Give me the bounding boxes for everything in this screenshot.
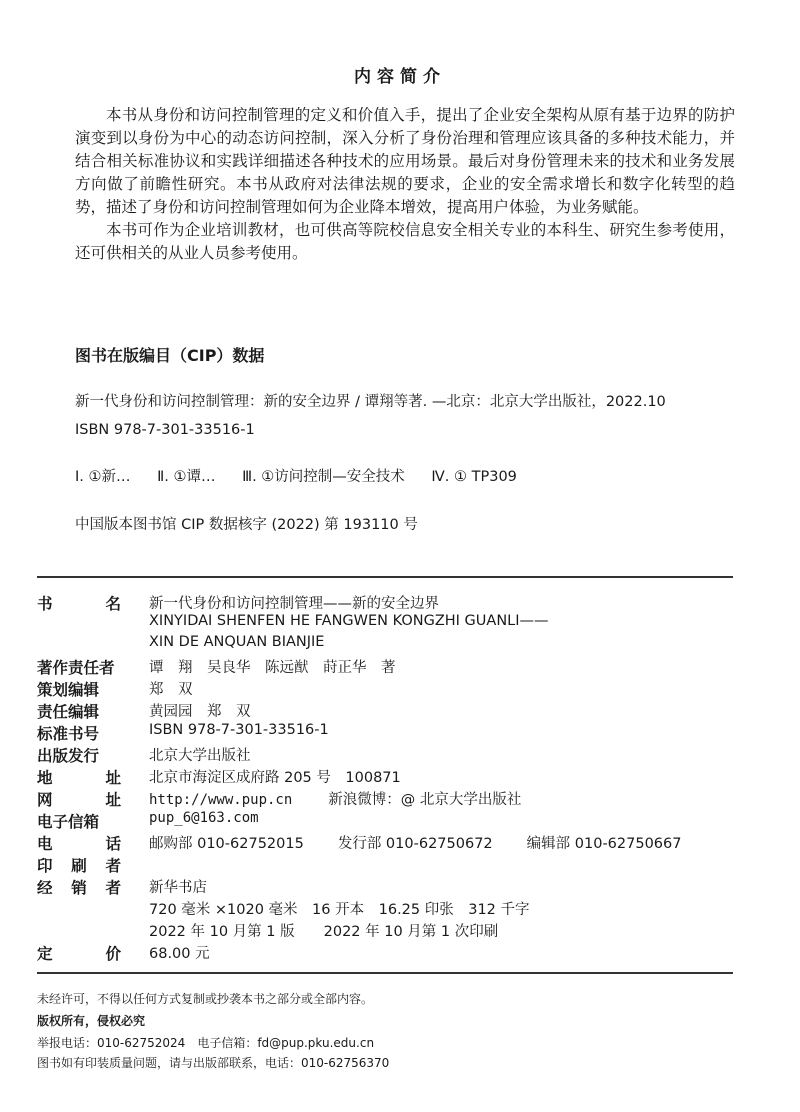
info-row-address <box>37 766 757 787</box>
label-authors: 著作责任者 <box>37 659 115 677</box>
value-publisher: 北京大学出版社 <box>149 748 251 764</box>
info-row-website <box>37 788 757 809</box>
value-specs: 720 毫米 ×1020 毫米 16 开本 16.25 印张 312 千字 <box>149 902 530 918</box>
value-book-name: 新一代身份和访问控制管理——新的安全边界 <box>149 596 439 612</box>
label-publisher: 出版发行 <box>37 747 100 765</box>
cip-class-2: Ⅱ. ①谭… <box>157 469 216 485</box>
bottom-divider <box>37 972 733 974</box>
footer-notice: 未经许可，不得以任何方式复制或抄袭本书之部分或全部内容。 <box>37 992 374 1006</box>
top-divider <box>37 576 733 578</box>
weibo-handle: 新浪微博：@ 北京大学出版社 <box>328 792 522 808</box>
label-book-name: 书 名 <box>37 595 121 613</box>
cip-line-1: 新一代身份和访问控制管理：新的安全边界 / 谭翔等著. —北京：北京大学出版社，2022.10 <box>75 394 666 410</box>
label-isbn: 标准书号 <box>37 725 100 743</box>
info-row-phone <box>37 832 757 853</box>
info-row-isbn <box>37 722 757 743</box>
value-edition: 2022 年 10 月第 1 版 2022 年 10 月第 1 次印刷 <box>149 924 499 940</box>
info-row-book-name <box>37 592 757 613</box>
cip-record-number: 中国版本图书馆 CIP 数据核字 (2022) 第 193110 号 <box>75 517 418 533</box>
cip-isbn: ISBN 978-7-301-33516-1 <box>75 422 255 438</box>
info-row-pinyin-2 <box>37 634 757 655</box>
info-row-price <box>37 942 757 963</box>
info-row-pinyin-1 <box>37 613 757 634</box>
info-row-distributor <box>37 876 757 897</box>
info-row-edition <box>37 920 757 941</box>
cip-class-1: Ⅰ. ①新… <box>75 469 131 485</box>
value-phone <box>149 832 681 853</box>
value-distributor: 新华书店 <box>149 880 207 896</box>
phone-distribution: 发行部 010-62750672 <box>337 836 493 852</box>
label-printer: 印 刷 者 <box>37 857 121 875</box>
info-row-email <box>37 810 757 831</box>
label-phone: 电 话 <box>37 835 121 853</box>
info-row-authors <box>37 656 757 677</box>
value-isbn: ISBN 978-7-301-33516-1 <box>149 722 329 738</box>
footer-report: 举报电话：010-62752024 电子信箱：fd@pup.pku.edu.cn <box>37 1036 375 1050</box>
footer-quality: 图书如有印装质量问题，请与出版部联系，电话：010-62756370 <box>37 1056 390 1070</box>
cip-class-3: Ⅲ. ①访问控制—安全技术 <box>242 469 405 485</box>
info-row-printer <box>37 854 757 875</box>
value-planning-editor: 郑 双 <box>149 682 193 698</box>
label-planning-editor: 策划编辑 <box>37 681 100 699</box>
page-title: 内容简介 <box>354 67 446 87</box>
intro-paragraph-2: 本书可作为企业培训教材，也可供高等院校信息安全相关专业的本科生、研究生参考使用，还可供相关的从业人员参考使用。 <box>75 221 735 262</box>
value-price: 68.00 元 <box>149 946 210 962</box>
value-authors: 谭 翔 吴良华 陈远猷 莳正华 著 <box>149 660 396 676</box>
phone-editorial: 编辑部 010-62750667 <box>526 836 682 852</box>
value-address: 北京市海淀区成府路 205 号 100871 <box>149 770 401 786</box>
info-row-specs <box>37 898 757 919</box>
value-responsible-editor: 黄园园 郑 双 <box>149 704 251 720</box>
cip-class-4: Ⅳ. ① TP309 <box>431 469 517 485</box>
website-url: http://www.pup.cn <box>149 792 293 808</box>
label-email: 电子信箱 <box>37 813 100 831</box>
label-website: 网 址 <box>37 791 121 809</box>
intro-paragraph-1: 本书从身份和访问控制管理的定义和价值入手，提出了企业安全架构从原有基于边界的防护演变到以身份为中心的动态访问控制，深入分析了身份治理和管理应该具备的多种技术能力，并结合相关标准协议和实践详细描述各种技术的应用场景。最后对身份管理未来的技术和业务发展方向做了前瞻性研究。本书从政府对法律法规的要求，企业的安全需求增长和数字化转型的趋势，描述了身份和访问控制管理如何为企业降本增效，提高用户体验，为业务赋能。 <box>75 106 735 216</box>
value-pinyin-1: XINYIDAI SHENFEN HE FANGWEN KONGZHI GUANLI—— <box>149 613 549 629</box>
value-email: pup_6@163.com <box>149 810 259 826</box>
info-row-responsible-editor <box>37 700 757 721</box>
label-address: 地 址 <box>37 769 121 787</box>
value-pinyin-2: XIN DE ANQUAN BIANJIE <box>149 634 325 650</box>
label-responsible-editor: 责任编辑 <box>37 703 100 721</box>
info-row-planning-editor <box>37 678 757 699</box>
intro-text <box>75 104 735 265</box>
label-distributor: 经 销 者 <box>37 879 121 897</box>
info-row-publisher <box>37 744 757 765</box>
phone-mail-order: 邮购部 010-62752015 <box>149 836 304 852</box>
footer-rights: 版权所有，侵权必究 <box>37 1014 146 1028</box>
value-website <box>149 788 521 809</box>
cip-classification <box>75 465 539 486</box>
label-price: 定 价 <box>37 945 121 963</box>
cip-heading: 图书在版编目（CIP）数据 <box>75 346 265 365</box>
